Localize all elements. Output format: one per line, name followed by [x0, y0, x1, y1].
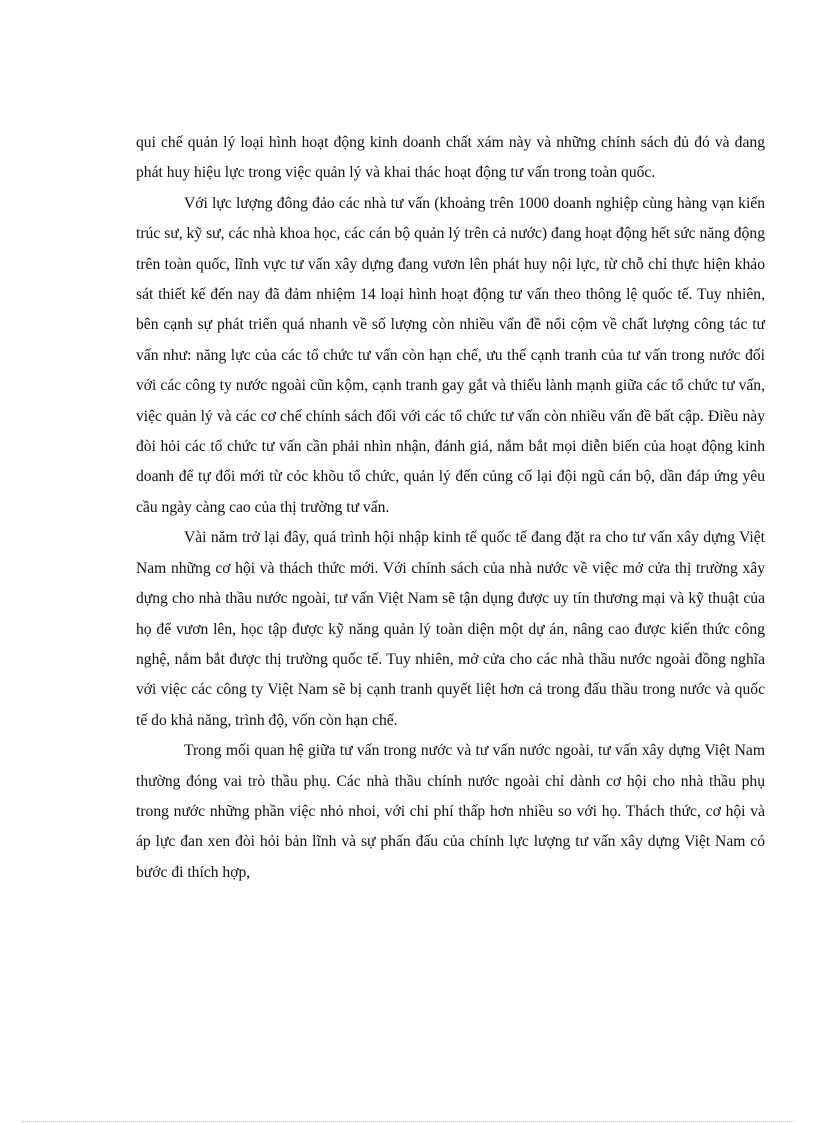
paragraph-subcontractor: Trong mối quan hệ giữa tư vấn trong nước và tư vấn nước ngoài, tư vấn xây dựng Việt Nam thường đóng vai trò thầu phụ. Các nhà thầu chính nước ngoài chỉ dành cơ hội cho nhà thầu phụ trong nước những phần việc nhỏ nhoi, với chi phí thấp hơn nhiều so với họ. Thách thức, cơ hội và áp lực đan xen đòi hỏi bản lĩnh và sự phấn đấu của chính lực lượng tư vấn xây dựng Việt Nam có bước đi thích hợp, — [136, 742, 765, 881]
paragraph-integration: Vài năm trở lại đây, quá trình hội nhập kinh tế quốc tế đang đặt ra cho tư vấn xây dựng Việt Nam những cơ hội và thách thức mới. Với chính sách của nhà nước về việc mở cửa thị trường xây dựng cho nhà thầu nước ngoài, tư vấn Việt Nam sẽ tận dụng được uy tín thương mại và kỹ thuật của họ để vươn lên, học tập được kỹ năng quản lý toàn diện một dự án, nâng cao được kiến thức công nghệ, nắm bắt được thị trường quốc tế. Tuy nhiên, mở cửa cho các nhà thầu nước ngoài đồng nghĩa với việc các công ty Việt Nam sẽ bị cạnh tranh quyết liệt hơn cả trong đấu thầu trong nước và quốc tế do khả năng, trình độ, vốn còn hạn chế. — [136, 529, 765, 729]
paragraph-continuation: qui chế quản lý loại hình hoạt động kinh doanh chất xám này và những chính sách đủ đó và đang phát huy hiệu lực trong việc quản lý và khai thác hoạt động tư vấn trong toàn quốc. — [136, 134, 765, 182]
page-bottom-rule — [22, 1121, 794, 1122]
body-text — [136, 128, 765, 888]
paragraph-consultants: Với lực lượng đông đảo các nhà tư vấn (khoảng trên 1000 doanh nghiệp cùng hàng vạn kiến trúc sư, kỹ sư, các nhà khoa học, các cán bộ quản lý trên cả nước) đang hoạt động hết sức năng động trên toàn quốc, lĩnh vực tư vấn xây dựng đang vươn lên phát huy nội lực, từ chỗ chỉ thực hiện khảo sát thiết kế đến nay đã đảm nhiệm 14 loại hình hoạt động tư vấn theo thông lệ quốc tế. Tuy nhiên, bên cạnh sự phát triển quá nhanh về số lượng còn nhiều vấn đề nổi cộm về chất lượng công tác tư vấn như: năng lực của các tổ chức tư vấn còn hạn chế, ưu thế cạnh tranh của tư vấn trong nước đối với các công ty nước ngoài cũn kộm, cạnh tranh gay gắt và thiếu lành mạnh giữa các tổ chức tư vấn, việc quản lý và các cơ chế chính sách đối với các tổ chức tư vấn còn nhiều vấn đề bất cập. Điều này đòi hỏi các tổ chức tư vấn cần phải nhìn nhận, đánh giá, nắm bắt mọi diễn biến của hoạt động kinh doanh để tự đổi mới từ cỏc khõu tổ chức, quản lý đến củng cố lại đội ngũ cán bộ, dần đáp ứng yêu cầu ngày càng cao của thị trường tư vấn. — [136, 194, 765, 516]
